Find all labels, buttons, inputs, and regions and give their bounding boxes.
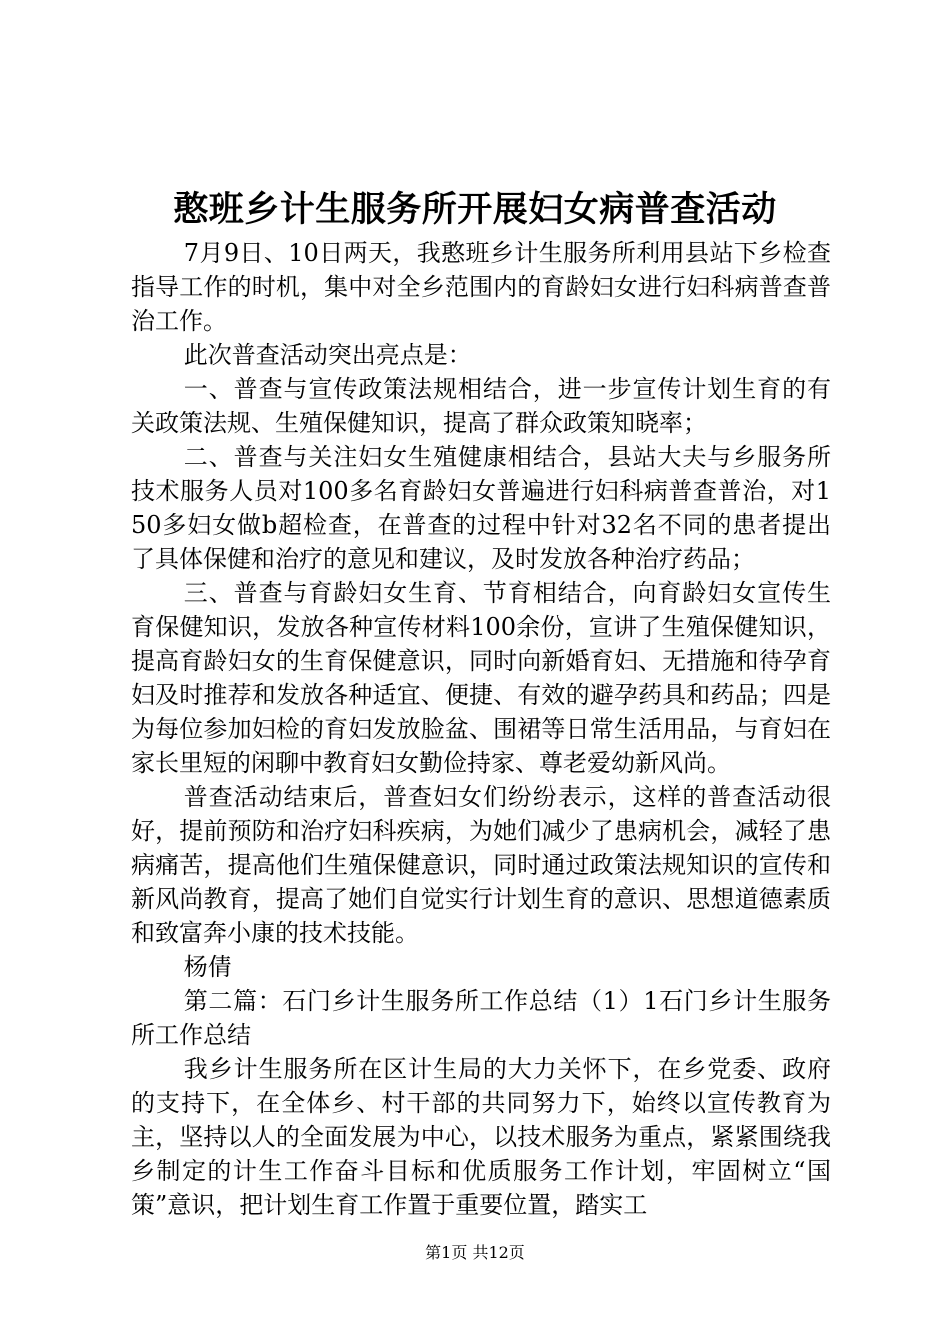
paragraph-conclusion: 普查活动结束后，普查妇女们纷纷表示，这样的普查活动很好，提前预防和治疗妇科疾病，为她们减少了患病机会，减轻了患病痛苦，提高他们生殖保健意识，同时通过政策法规知识的宣传和新风尚教育，提高了她们自觉实行计划生育的意识、思想道德素质和致富奔小康的技术技能。 (131, 783, 831, 947)
document-body (131, 236, 831, 1222)
paragraph-point-two: 二、普查与关注妇女生殖健康相结合，县站大夫与乡服务所技术服务人员对100多名育龄妇女普遍进行妇科病普查普治，对150多妇女做b超检查，在普查的过程中针对32名不同的患者提出了具体保健和治疗的意见和建议，及时发放各种治疗药品； (131, 443, 831, 573)
paragraph-second-article-heading: 第二篇：石门乡计生服务所工作总结（1）1石门乡计生服务所工作总结 (131, 987, 831, 1049)
paragraph-author: 杨倩 (183, 953, 232, 981)
page-number-footer: 第1页 共12页 (425, 1243, 525, 1262)
paragraph-second-article-body: 我乡计生服务所在区计生局的大力关怀下，在乡党委、政府的支持下，在全体乡、村干部的共同努力下，始终以宣传教育为主，坚持以人的全面发展为中心，以技术服务为重点，紧紧围绕我乡制定的计生工作奋斗目标和优质服务工作计划，牢固树立“国策”意识，把计划生育工作置于重要位置，踏实工 (131, 1055, 831, 1219)
paragraph-highlights-heading: 此次普查活动突出亮点是： (183, 341, 472, 369)
paragraph-intro: 7月9日、10日两天，我憨班乡计生服务所利用县站下乡检查指导工作的时机，集中对全乡范围内的育龄妇女进行妇科病普查普治工作。 (131, 239, 831, 335)
document-title: 憨班乡计生服务所开展妇女病普查活动 (173, 190, 777, 230)
paragraph-point-three: 三、普查与育龄妇女生育、节育相结合，向育龄妇女宣传生育保健知识，发放各种宣传材料100余份，宣讲了生殖保健知识，提高育龄妇女的生育保健意识，同时向新婚育妇、无措施和待孕育妇及时推荐和发放各种适宜、便捷、有效的避孕药具和药品；四是为每位参加妇检的育妇发放脸盆、围裙等日常生活用品，与育妇在家长里短的闲聊中教育妇女勤俭持家、尊老爱幼新风尚。 (131, 579, 831, 777)
paragraph-point-one: 一、普查与宣传政策法规相结合，进一步宣传计划生育的有关政策法规、生殖保健知识，提高了群众政策知晓率； (131, 375, 831, 437)
